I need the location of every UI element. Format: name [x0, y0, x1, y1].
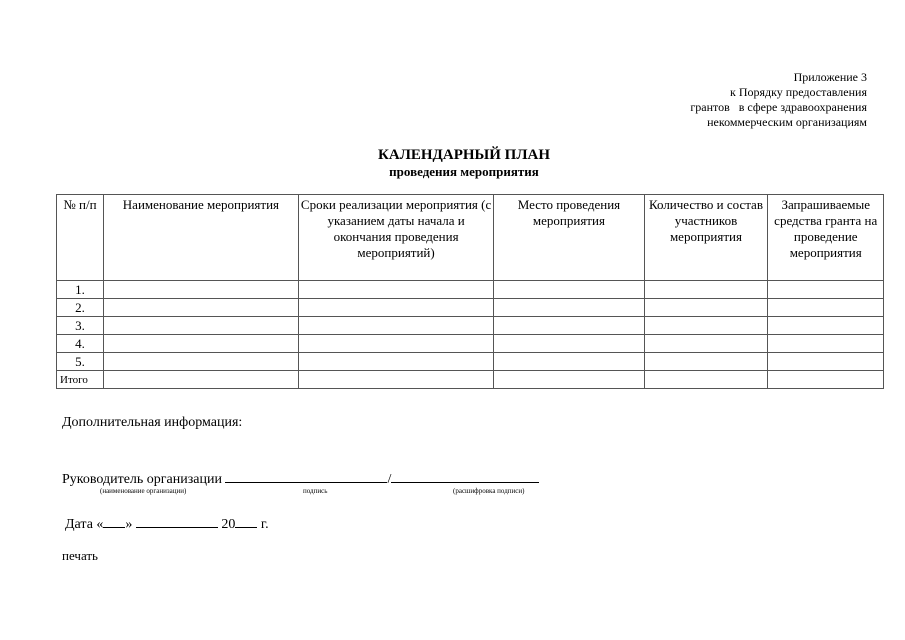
- date-year-field[interactable]: [235, 514, 257, 528]
- caption-decode: (расшифровка подписи): [453, 487, 525, 495]
- row-number: 2.: [57, 299, 104, 317]
- cell-dates[interactable]: [298, 317, 494, 335]
- table-row: [57, 317, 884, 335]
- cell-total[interactable]: [494, 371, 644, 389]
- cell-event-name[interactable]: [104, 281, 299, 299]
- table-row: [57, 299, 884, 317]
- cell-dates[interactable]: [298, 353, 494, 371]
- cell-event-name[interactable]: [104, 335, 299, 353]
- cell-grant-funds[interactable]: [768, 353, 884, 371]
- date-suffix: г.: [260, 517, 269, 532]
- appendix-line: к Порядку предоставления: [729, 85, 867, 99]
- cell-grant-funds[interactable]: [768, 299, 884, 317]
- header-number: № п/п: [57, 195, 104, 281]
- header-grant-funds: Запрашиваемые средства гранта на проведение мероприятия: [768, 195, 884, 281]
- appendix-line: Приложение 3: [793, 70, 867, 84]
- date-middle: »: [125, 517, 133, 532]
- cell-place[interactable]: [494, 281, 644, 299]
- signature-label: Руководитель организации: [62, 472, 222, 487]
- document-title: [0, 147, 905, 180]
- header-dates: Сроки реализации мероприятия (с указанием даты начала и окончания проведения мероприятий): [298, 195, 494, 281]
- date-prefix: Дата «: [65, 517, 104, 532]
- row-number: 1.: [57, 281, 104, 299]
- cell-total[interactable]: [644, 371, 768, 389]
- row-number: 4.: [57, 335, 104, 353]
- row-number: 5.: [57, 353, 104, 371]
- cell-total[interactable]: [104, 371, 299, 389]
- cell-participants[interactable]: [644, 335, 768, 353]
- cell-participants[interactable]: [644, 281, 768, 299]
- cell-grant-funds[interactable]: [768, 317, 884, 335]
- cell-grant-funds[interactable]: [768, 281, 884, 299]
- cell-grant-funds[interactable]: [768, 335, 884, 353]
- table-row: [57, 335, 884, 353]
- date-month-field[interactable]: [136, 514, 218, 528]
- title-main: КАЛЕНДАРНЫЙ ПЛАН: [377, 147, 551, 163]
- cell-dates[interactable]: [298, 335, 494, 353]
- cell-place[interactable]: [494, 335, 644, 353]
- appendix-note: [547, 70, 867, 130]
- header-event-name: Наименование мероприятия: [104, 195, 299, 281]
- calendar-plan-table: [56, 194, 884, 389]
- appendix-line: грантов в сфере здравоохранения: [690, 100, 867, 114]
- cell-total[interactable]: [768, 371, 884, 389]
- cell-place[interactable]: [494, 353, 644, 371]
- date-line: [65, 514, 269, 533]
- header-place: Место проведения мероприятия: [494, 195, 644, 281]
- table-row: [57, 281, 884, 299]
- table-header-row: [57, 195, 884, 281]
- caption-signature: подпись: [303, 487, 328, 495]
- signature-decode-field[interactable]: [391, 468, 539, 483]
- cell-place[interactable]: [494, 317, 644, 335]
- cell-place[interactable]: [494, 299, 644, 317]
- cell-participants[interactable]: [644, 317, 768, 335]
- cell-event-name[interactable]: [104, 317, 299, 335]
- cell-dates[interactable]: [298, 299, 494, 317]
- title-sub: проведения мероприятия: [389, 164, 539, 179]
- cell-dates[interactable]: [298, 281, 494, 299]
- header-participants: Количество и состав участников мероприятия: [644, 195, 768, 281]
- cell-event-name[interactable]: [104, 353, 299, 371]
- date-year-prefix: 20: [221, 517, 236, 532]
- table-total-row: [57, 371, 884, 389]
- cell-participants[interactable]: [644, 299, 768, 317]
- cell-event-name[interactable]: [104, 299, 299, 317]
- stamp-label: печать: [62, 548, 98, 563]
- caption-organization: (наименование организации): [100, 487, 187, 495]
- total-label: Итого: [57, 371, 104, 389]
- additional-info-label: Дополнительная информация:: [62, 415, 243, 430]
- row-number: 3.: [57, 317, 104, 335]
- appendix-line: некоммерческим организациям: [707, 115, 867, 129]
- cell-participants[interactable]: [644, 353, 768, 371]
- signature-separator: /: [387, 472, 392, 487]
- cell-total[interactable]: [298, 371, 494, 389]
- signature-field[interactable]: [225, 468, 387, 483]
- date-day-field[interactable]: [103, 514, 125, 528]
- table-row: [57, 353, 884, 371]
- signature-line: [62, 468, 539, 488]
